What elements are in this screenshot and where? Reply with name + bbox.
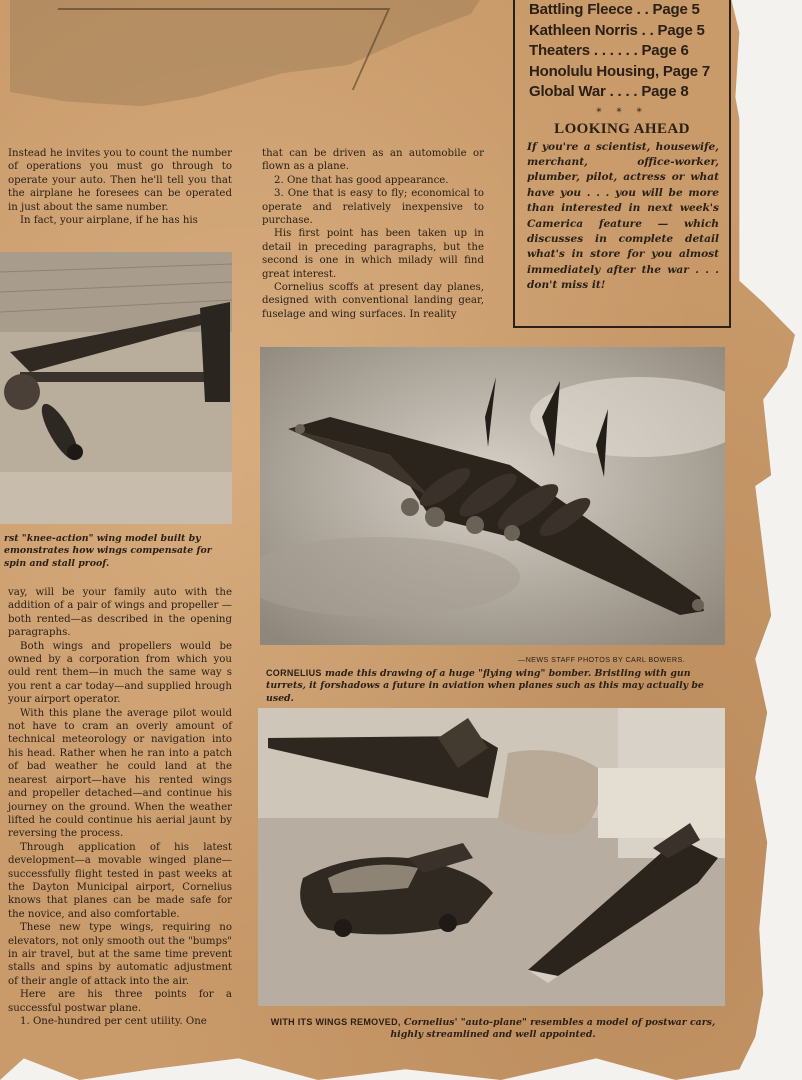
paragraph: 1. One-hundred per cent utility. One (20, 1016, 207, 1027)
looking-ahead-heading: LOOKING AHEAD (554, 120, 690, 137)
wing-model-caption: rst "knee-action" wing model built by emonstrates how wings compensate for spin and stall proof. (4, 533, 212, 569)
divider-stars: * * * (596, 106, 648, 118)
paragraph: Instead he invites you to count the number of operations you must go through to operate your auto. Then he'll tell you that the airplane he foresees can be operated in just about the same number. (8, 148, 232, 213)
paragraph: Here are his three points for a successful postwar plane. (8, 989, 232, 1014)
auto-plane-caption (262, 1016, 724, 1042)
middle-column (262, 147, 484, 321)
paragraph: that can be driven as an automobile or flown as a plane. (262, 148, 484, 173)
auto-plane-image (258, 708, 725, 1006)
index-row: Battling Fleece . . Page 5 (529, 1, 700, 18)
paragraph: These new type wings, requiring no elevators, not only smooth out the "bumps" in air travel, but at the same time prevent stalls and spins by automatic adjustment of their angle of attack into the air. (8, 922, 232, 987)
bomber-caption (266, 667, 724, 705)
index-row: Global War . . . . Page 8 (529, 83, 689, 100)
paragraph: Cornelius scoffs at present day planes, designed with conventional landing gear, fuselage and wing surfaces. In reality (262, 282, 484, 320)
looking-ahead-text: If you're a scientist, housewife, merchant, office-worker, plumber, pilot, actress or what have you . . . you will be more than interested in next week's Camerica feature — which discusses in complete detail what's in store for you almost immediately after the war . . . don't miss it! (527, 140, 719, 292)
torn-photo-edge (22, 8, 391, 90)
left-column-bottom (8, 586, 232, 1028)
caption-text: made this drawing of a huge "flying wing" bomber. Bristling with gun turrets, it forshadows a future in aviation when planes such as this may actually be used. (266, 668, 704, 704)
index-row: Theaters . . . . . . Page 6 (529, 42, 689, 59)
wing-model-image (0, 252, 232, 524)
paragraph: In fact, your airplane, if he has his (20, 215, 198, 227)
flying-wing-bomber-photo (260, 347, 725, 645)
paragraph: 3. One that is easy to fly; economical to operate and relatively inexpensive to purchase. (262, 188, 484, 227)
auto-plane-photo (258, 708, 725, 1006)
index-row: Kathleen Norris . . Page 5 (529, 21, 705, 39)
index-row: Honolulu Housing, Page 7 (529, 62, 711, 80)
caption-lead: WITH ITS WINGS REMOVED, (270, 1017, 401, 1027)
wing-model-photo (0, 252, 232, 524)
caption-text: Cornelius' "auto-plane" resembles a model of postwar cars, highly streamlined and well appointed. (390, 1017, 716, 1041)
paragraph: vay, will be your family auto with the addition of a pair of wings and propeller —both rented—as described in the opening paragraphs. (8, 587, 232, 639)
paragraph: Both wings and propellers would be owned by a corporation from which you ould rent them—in much the same way s you rent a car today—and supplied hrough your airport operator. (8, 640, 232, 706)
caption-lead: CORNELIUS (266, 668, 322, 678)
paragraph: His first point has been taken up in detail in preceding paragraphs, but the second is one in which milady will find great interest. (262, 228, 484, 280)
index-box (513, 0, 731, 328)
paragraph: 2. One that has good appearance. (274, 174, 449, 186)
bomber-image (260, 347, 725, 645)
paragraph: With this plane the average pilot would not have to cram an overly amount of technical meteorology or navigation into his head. Rather when he ran into a patch of bad weather he could land at the nearest airport—have his rented wings and propeller detached—and continue his journey on the ground. When the weather lifted he could continue his aerial jaunt by reversing the process. (8, 707, 232, 840)
left-column-top (8, 147, 232, 227)
photo-credit: —NEWS STAFF PHOTOS BY CARL BOWERS. (518, 655, 686, 664)
paragraph: Through application of his latest development—a movable winged plane—successfully flight tested in past weeks at the Dayton Municipal airport, Cornelius knows that planes can be made safe for the novice, and also comfortable. (8, 841, 232, 920)
